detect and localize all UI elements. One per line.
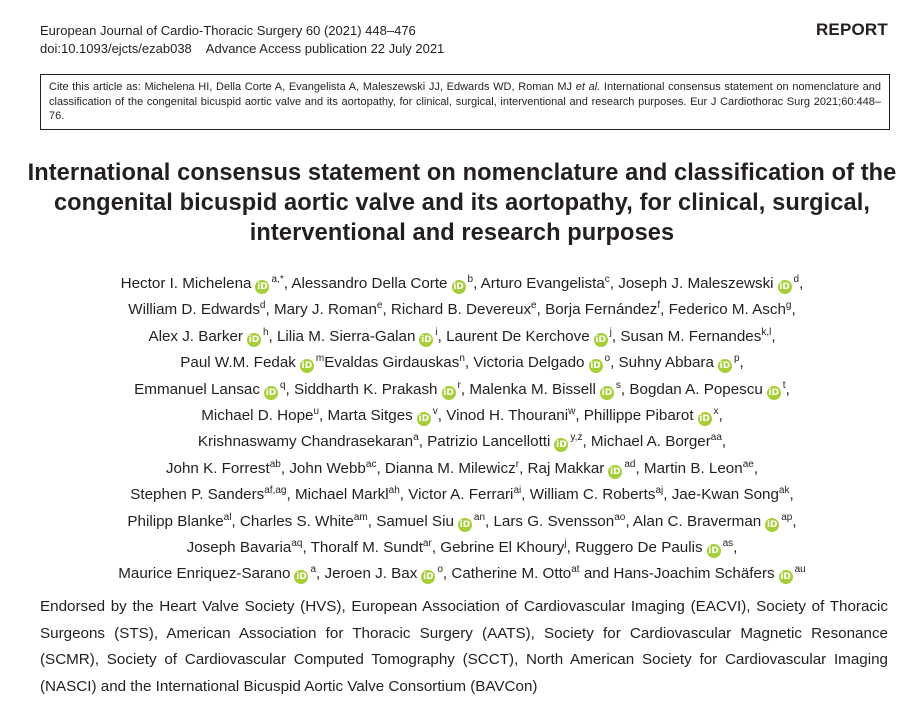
author-name: Victoria Delgado bbox=[473, 354, 585, 372]
orcid-icon[interactable]: iD bbox=[421, 334, 432, 345]
author-separator: , bbox=[610, 354, 619, 372]
author-affiliation-marker: ab bbox=[269, 458, 281, 470]
author-separator: , bbox=[582, 433, 591, 451]
author-separator: , bbox=[283, 275, 292, 292]
author-line bbox=[20, 297, 904, 323]
author-name: Evaldas Girdauskas bbox=[324, 354, 460, 372]
author-separator: , bbox=[733, 539, 738, 557]
author-affiliation-marker: i bbox=[435, 326, 438, 338]
author-name: Thoralf M. Sundt bbox=[310, 539, 423, 557]
author-affiliation-marker: h bbox=[262, 326, 269, 338]
author-affiliation-marker: t bbox=[782, 379, 786, 391]
author-separator: , bbox=[464, 354, 474, 372]
article-title: International consensus statement on nomenclature and classification of the congenital bicuspid aortic valve and its aortopathy, for clinical, surgical, interventional and research purposes bbox=[27, 160, 897, 246]
author-affiliation-marker: m bbox=[315, 353, 325, 365]
author-affiliation-marker: r bbox=[515, 458, 520, 470]
author-name: William D. Edwards bbox=[128, 301, 260, 319]
citation-etal: et al. bbox=[575, 81, 601, 93]
author-affiliation-marker: j bbox=[564, 538, 567, 549]
author-name: Gebrine El Khoury bbox=[440, 539, 565, 557]
author-separator: , bbox=[382, 301, 391, 319]
author-name: Victor A. Ferrari bbox=[408, 486, 514, 504]
author-separator: , bbox=[265, 301, 274, 319]
author-name: Paul W.M. Fedak bbox=[180, 354, 296, 372]
author-separator: , bbox=[302, 539, 311, 557]
author-separator: , bbox=[663, 486, 672, 504]
author-separator: , bbox=[316, 565, 325, 583]
citation-suffix: International consensus statement on nomenclature and classification of the congenital bicuspid aortic valve and its aortopathy, for clinical, surgical, interventional and research purposes. Eur J Cardiothorac Surg 2021;60:448–76. bbox=[49, 81, 882, 122]
author-separator: , bbox=[575, 407, 584, 425]
author-name: Joseph Bavaria bbox=[186, 539, 292, 557]
author-name: Lars G. Svensson bbox=[493, 512, 615, 530]
author-name: Ruggero De Paulis bbox=[575, 539, 703, 557]
author-affiliation-marker: ac bbox=[365, 458, 377, 470]
orcid-icon[interactable]: iD bbox=[418, 414, 430, 425]
orcid-icon[interactable]: iD bbox=[719, 361, 731, 372]
author-affiliation-marker: a bbox=[310, 564, 317, 576]
author-name: Siddharth K. Prakash bbox=[293, 380, 438, 398]
author-separator: , bbox=[609, 275, 619, 292]
author-name: Charles S. White bbox=[239, 512, 354, 530]
author-affiliation-marker: as bbox=[722, 538, 734, 549]
author-line bbox=[20, 350, 904, 376]
orcid-icon[interactable]: iD bbox=[590, 361, 601, 372]
author-name: Borja Fernández bbox=[545, 301, 658, 319]
author-name: Philipp Blanke bbox=[127, 512, 224, 530]
article-type-label: REPORT bbox=[815, 20, 888, 39]
author-separator: , bbox=[789, 486, 794, 504]
author-affiliation-marker: ai bbox=[513, 485, 522, 497]
author-separator: , bbox=[485, 512, 494, 530]
author-separator: , bbox=[792, 512, 797, 530]
author-separator: , bbox=[319, 407, 328, 425]
orcid-icon[interactable]: iD bbox=[768, 387, 780, 398]
author-affiliation-marker: k,l bbox=[761, 326, 772, 338]
orcid-icon[interactable]: iD bbox=[699, 414, 710, 425]
author-affiliation-marker: d bbox=[793, 273, 800, 285]
author-name: Alan C. Braverman bbox=[632, 512, 762, 530]
author-separator: , bbox=[431, 539, 441, 557]
orcid-icon[interactable]: iD bbox=[766, 519, 778, 530]
orcid-icon[interactable]: iD bbox=[780, 572, 791, 583]
author-line bbox=[20, 271, 904, 297]
author-affiliation-marker: f bbox=[657, 300, 661, 312]
author-affiliation-marker: af,ag bbox=[264, 485, 287, 497]
author-separator: , bbox=[635, 459, 644, 477]
author-affiliation-marker: x bbox=[713, 405, 719, 417]
author-affiliation-marker: am bbox=[353, 511, 368, 523]
author-name: Phillippe Pibarot bbox=[583, 407, 694, 425]
author-separator: , bbox=[268, 327, 277, 345]
orcid-icon[interactable]: iD bbox=[556, 440, 567, 451]
author-affiliation-marker: b bbox=[467, 273, 474, 285]
orcid-icon[interactable]: iD bbox=[301, 361, 313, 372]
author-name: Jae-Kwan Song bbox=[671, 486, 779, 504]
author-line bbox=[20, 509, 904, 535]
author-affiliation-marker: e bbox=[376, 300, 383, 312]
author-separator: , bbox=[437, 327, 447, 345]
citation-box bbox=[40, 74, 890, 130]
journal-header bbox=[40, 22, 444, 58]
author-line bbox=[20, 403, 904, 429]
author-line bbox=[20, 377, 904, 403]
author-name: John K. Forrest bbox=[165, 459, 270, 477]
author-line bbox=[20, 324, 904, 350]
orcid-icon[interactable]: iD bbox=[265, 387, 277, 398]
author-name: William C. Roberts bbox=[529, 486, 656, 504]
author-separator: , bbox=[442, 565, 452, 583]
author-separator: , bbox=[721, 433, 727, 451]
author-affiliation-marker: aa bbox=[710, 432, 722, 444]
author-name: Martin B. Leon bbox=[643, 459, 743, 477]
author-name: Michael Markl bbox=[294, 486, 389, 504]
author-affiliation-marker: ak bbox=[778, 485, 790, 497]
author-separator: , bbox=[280, 459, 290, 477]
author-list bbox=[20, 271, 904, 588]
doi[interactable]: doi:10.1093/ejcts/ezab038 bbox=[40, 41, 192, 56]
author-name: Lilia M. Sierra-Galan bbox=[276, 327, 416, 345]
author-separator: , bbox=[418, 433, 428, 451]
author-separator: , bbox=[285, 380, 294, 398]
author-separator: , bbox=[566, 539, 576, 557]
doi-line bbox=[40, 40, 444, 58]
author-affiliation-marker: ad bbox=[624, 458, 636, 470]
author-affiliation-marker: an bbox=[473, 511, 486, 523]
orcid-icon[interactable]: iD bbox=[459, 519, 471, 530]
author-name: Catherine M. Otto bbox=[451, 565, 572, 583]
author-line bbox=[20, 535, 904, 561]
author-separator: , bbox=[437, 407, 447, 425]
author-name: Emmanuel Lansac bbox=[134, 380, 260, 398]
author-affiliation-marker: u bbox=[313, 405, 320, 417]
author-affiliation-marker: ah bbox=[388, 485, 400, 497]
author-separator: , bbox=[611, 327, 621, 345]
orcid-icon[interactable]: iD bbox=[453, 282, 464, 292]
author-affiliation-marker: o bbox=[437, 564, 443, 576]
author-separator: , bbox=[519, 459, 528, 477]
author-line bbox=[20, 456, 904, 482]
author-name: Hans-Joachim Schäfers bbox=[613, 565, 775, 583]
orcid-icon[interactable]: iD bbox=[423, 572, 434, 583]
author-separator: , bbox=[785, 380, 790, 398]
author-separator: , bbox=[620, 380, 630, 398]
author-separator: , bbox=[460, 380, 470, 398]
author-name: Malenka M. Bissell bbox=[469, 380, 596, 398]
author-name: Vinod H. Thourani bbox=[446, 407, 569, 425]
author-name: Suhny Abbara bbox=[618, 354, 714, 372]
author-name: Dianna M. Milewicz bbox=[384, 459, 516, 477]
orcid-icon[interactable]: iD bbox=[443, 387, 454, 398]
author-name: Maurice Enriquez-Sarano bbox=[118, 565, 291, 583]
author-separator: , bbox=[718, 407, 723, 425]
orcid-icon[interactable]: iD bbox=[601, 387, 613, 398]
author-separator: , bbox=[521, 486, 530, 504]
author-name: Michael A. Borger bbox=[590, 433, 711, 451]
author-affiliation-marker: p bbox=[733, 353, 740, 365]
citation-prefix: Cite this article as: Michelena HI, Della Corte A, Evangelista A, Maleszewski JJ, Edwards WD, Roman MJ bbox=[49, 81, 573, 93]
author-affiliation-marker: ao bbox=[614, 511, 626, 523]
author-name: Richard B. Devereux bbox=[390, 301, 532, 319]
author-line bbox=[20, 429, 904, 455]
author-affiliation-marker: ae bbox=[742, 458, 754, 470]
author-affiliation-marker: au bbox=[794, 564, 806, 576]
author-affiliation-marker: w bbox=[568, 405, 576, 417]
author-separator: , bbox=[231, 512, 240, 530]
orcid-icon[interactable]: iD bbox=[595, 334, 606, 345]
author-affiliation-marker: g bbox=[785, 300, 792, 312]
author-affiliation-marker: d bbox=[259, 300, 266, 312]
author-affiliation-marker: s bbox=[615, 379, 621, 391]
author-separator: , bbox=[536, 301, 546, 319]
author-separator: , bbox=[771, 327, 776, 345]
author-separator: , bbox=[753, 459, 759, 477]
author-separator: , bbox=[791, 301, 796, 319]
author-line bbox=[20, 482, 904, 508]
author-name: Mary J. Roman bbox=[273, 301, 377, 319]
author-separator: , bbox=[473, 275, 481, 292]
author-name: Raj Makkar bbox=[527, 459, 605, 477]
orcid-icon[interactable]: iD bbox=[296, 572, 307, 583]
author-line bbox=[20, 561, 904, 587]
author-affiliation-marker: at bbox=[571, 564, 580, 576]
author-affiliation-marker: ap bbox=[781, 511, 793, 523]
journal-citation-line: European Journal of Cardio-Thoracic Surgery 60 (2021) 448–476 bbox=[40, 23, 416, 38]
author-name: Stephen P. Sanders bbox=[130, 486, 265, 504]
author-name: Federico M. Asch bbox=[668, 301, 786, 319]
author-affiliation-marker: ar bbox=[422, 538, 432, 549]
orcid-icon[interactable]: iD bbox=[257, 282, 268, 292]
author-separator: , bbox=[739, 354, 744, 372]
author-affiliation-marker: n bbox=[459, 353, 465, 365]
orcid-icon[interactable]: iD bbox=[248, 334, 260, 345]
author-separator: , bbox=[286, 486, 295, 504]
author-name: Bogdan A. Popescu bbox=[629, 380, 763, 398]
author-name: Susan M. Fernandes bbox=[620, 327, 762, 345]
author-affiliation-marker: e bbox=[531, 300, 537, 312]
author-name: Arturo Evangelista bbox=[480, 275, 605, 292]
author-name: Joseph J. Maleszewski bbox=[618, 275, 774, 292]
author-affiliation-marker: a,* bbox=[271, 273, 284, 285]
author-name: Laurent De Kerchove bbox=[446, 327, 590, 345]
author-affiliation-marker: v bbox=[432, 405, 438, 417]
author-affiliation-marker: a bbox=[413, 432, 419, 444]
author-separator: , bbox=[376, 459, 385, 477]
author-name: Marta Sitges bbox=[327, 407, 413, 425]
author-name: Samuel Siu bbox=[376, 512, 454, 530]
author-separator: , bbox=[625, 512, 633, 530]
author-affiliation-marker: r bbox=[457, 379, 461, 391]
author-affiliation-marker: q bbox=[279, 379, 286, 391]
author-name: Krishnaswamy Chandrasekaran bbox=[197, 433, 414, 451]
author-affiliation-marker: aq bbox=[291, 538, 303, 549]
author-name: Alex J. Barker bbox=[148, 327, 243, 345]
author-name: Jeroen J. Bax bbox=[324, 565, 418, 583]
author-separator: , bbox=[799, 275, 804, 292]
endorsement-statement: Endorsed by the Heart Valve Society (HVS), European Association of Cardiovascular Imaging (EACVI), Society of Thoracic Surgeons (STS), American Association for Thoracic Surgery (AATS), Society for Cardiovascular Magnetic Resonance (SCMR), Society of Cardiovascular Computed Tomography (SCCT), North American Society for Cardiovascular Imaging (NASCI) and the International Bicuspid Aortic Valve Consortium (BAVCon) bbox=[40, 598, 888, 695]
author-name: John Webb bbox=[289, 459, 366, 477]
author-name: Hector I. Michelena bbox=[120, 275, 252, 292]
author-separator: , bbox=[660, 301, 669, 319]
author-separator: , bbox=[399, 486, 409, 504]
orcid-icon[interactable]: iD bbox=[610, 466, 621, 477]
author-affiliation-marker: aj bbox=[655, 485, 664, 497]
orcid-icon[interactable]: iD bbox=[708, 546, 719, 557]
author-name: Patrizio Lancellotti bbox=[427, 433, 551, 451]
author-affiliation-marker: o bbox=[604, 353, 611, 365]
author-affiliation-marker: y,z bbox=[570, 432, 583, 444]
author-affiliation-marker: j bbox=[609, 326, 612, 338]
author-affiliation-marker: al bbox=[223, 511, 232, 523]
author-separator: and bbox=[579, 565, 614, 583]
author-affiliation-marker: c bbox=[604, 273, 610, 285]
author-name: Michael D. Hope bbox=[201, 407, 314, 425]
author-separator: , bbox=[367, 512, 377, 530]
advance-access: Advance Access publication 22 July 2021 bbox=[205, 41, 445, 56]
orcid-icon[interactable]: iD bbox=[779, 282, 790, 292]
author-name: Alessandro Della Corte bbox=[291, 275, 448, 292]
